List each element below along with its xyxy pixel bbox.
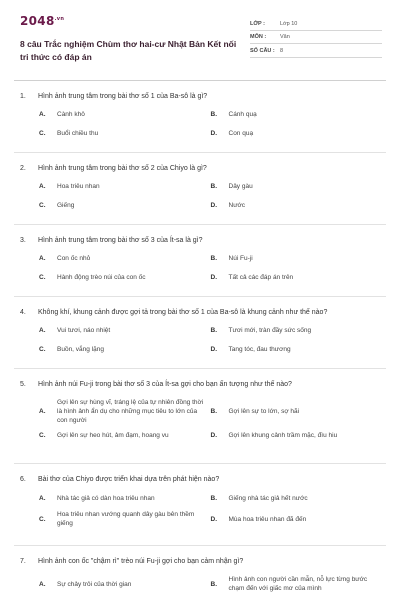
option-letter: D. bbox=[210, 432, 217, 439]
question-item bbox=[14, 369, 386, 464]
question-text bbox=[20, 475, 382, 485]
option-text: Tất cả các đáp án trên bbox=[228, 274, 294, 281]
option-letter: D. bbox=[210, 130, 217, 137]
option-text: Giếng bbox=[57, 202, 75, 209]
option-letter: C. bbox=[39, 130, 46, 137]
option-text: Gợi lên sự to lớn, sợ hãi bbox=[228, 408, 300, 415]
meta-info bbox=[250, 17, 382, 63]
meta-row-grade bbox=[250, 17, 382, 31]
question-stem: Hình ảnh con ốc "chậm rì" trèo núi Fu-ji gợi cho bạn cảm nhận gì? bbox=[38, 558, 244, 565]
option-text: Nước bbox=[228, 202, 246, 209]
question-item bbox=[14, 464, 386, 546]
option-text: Sự chảy trôi của thời gian bbox=[57, 580, 132, 588]
option-d[interactable] bbox=[211, 201, 383, 210]
option-a[interactable] bbox=[39, 575, 211, 593]
option-letter: C. bbox=[39, 432, 46, 439]
option-text: Tang tóc, đau thương bbox=[228, 346, 291, 353]
question-item bbox=[14, 546, 386, 600]
option-letter: A. bbox=[39, 183, 46, 190]
option-text: Con ốc nhỏ bbox=[57, 255, 91, 262]
option-text: Buồn, vắng lặng bbox=[57, 346, 104, 353]
question-number: 4. bbox=[20, 309, 26, 316]
option-text: Gợi lên khung cảnh trầm mặc, đìu hiu bbox=[228, 432, 338, 439]
meta-value: Lớp 10 bbox=[280, 20, 298, 27]
option-letter: D. bbox=[210, 202, 217, 209]
question-item bbox=[14, 153, 386, 225]
option-text: Tươi mới, tràn đầy sức sống bbox=[228, 327, 312, 334]
question-stem: Bài thơ của Chiyo được triển khai dựa trên phát hiện nào? bbox=[38, 476, 220, 483]
option-text: Dây gàu bbox=[228, 183, 253, 190]
option-letter: A. bbox=[39, 327, 46, 334]
meta-value: Văn bbox=[280, 34, 290, 40]
header bbox=[20, 14, 382, 63]
option-text: Gợi lên sự hùng vĩ, tráng lệ của tự nhiên đồng thời là hình ảnh ẩn dụ cho những mục tiêu to lớn của con người bbox=[57, 399, 204, 424]
option-text: Hành động trèo núi của con ốc bbox=[57, 274, 146, 281]
option-text: Vui tươi, náo nhiệt bbox=[57, 327, 111, 334]
logo-text: 2048 bbox=[20, 14, 55, 28]
meta-row-subject bbox=[250, 31, 382, 45]
logo-suffix: .vn bbox=[54, 16, 65, 22]
question-text bbox=[20, 380, 382, 390]
question-number: 5. bbox=[20, 381, 26, 388]
question-number: 2. bbox=[20, 165, 26, 172]
option-letter: B. bbox=[210, 255, 217, 262]
option-b[interactable] bbox=[211, 254, 383, 263]
option-letter: B. bbox=[210, 111, 217, 118]
option-letter: A. bbox=[39, 580, 46, 588]
question-item bbox=[14, 297, 386, 369]
option-letter: A. bbox=[39, 255, 46, 262]
option-letter: A. bbox=[39, 111, 46, 118]
option-text: Gợi lên sự heo hút, ảm đạm, hoang vu bbox=[57, 432, 169, 439]
question-item bbox=[14, 225, 386, 297]
question-text bbox=[20, 164, 382, 174]
option-text: Con quạ bbox=[228, 130, 254, 137]
question-text bbox=[20, 557, 382, 567]
option-text: Giếng nhà tác giả hết nước bbox=[228, 495, 308, 502]
option-letter: B. bbox=[210, 495, 217, 502]
option-a[interactable] bbox=[39, 254, 211, 263]
option-d[interactable] bbox=[211, 510, 383, 528]
question-stem: Hình ảnh trung tâm trong bài thơ số 3 của Ít-sa là gì? bbox=[38, 237, 203, 244]
question-stem: Hình ảnh trung tâm trong bài thơ số 2 của Chiyo là gì? bbox=[38, 165, 207, 172]
site-logo[interactable] bbox=[20, 14, 245, 28]
option-text: Hoa triêu nhan bbox=[57, 183, 100, 190]
option-text: Hình ảnh con người cần mẫn, nỗ lực từng bước chạm đến với giấc mơ của mình bbox=[228, 576, 368, 592]
meta-label: LỚP : bbox=[250, 20, 265, 27]
option-a[interactable] bbox=[39, 326, 211, 335]
option-grid bbox=[20, 494, 382, 528]
option-grid bbox=[20, 110, 382, 138]
option-text: Nhà tác giả có dàn hoa triêu nhan bbox=[57, 495, 155, 502]
option-letter: A. bbox=[39, 495, 46, 502]
option-letter: C. bbox=[39, 515, 46, 523]
option-letter: B. bbox=[210, 183, 217, 190]
option-letter: B. bbox=[210, 408, 217, 415]
option-b[interactable] bbox=[211, 494, 383, 503]
option-text: Mùa hoa triêu nhan đã đến bbox=[228, 515, 307, 523]
option-c[interactable] bbox=[39, 345, 211, 354]
option-letter: D. bbox=[210, 346, 217, 353]
question-number: 3. bbox=[20, 237, 26, 244]
option-c[interactable] bbox=[39, 273, 211, 282]
question-number: 1. bbox=[20, 93, 26, 100]
option-a[interactable] bbox=[39, 110, 211, 119]
option-letter: B. bbox=[210, 580, 217, 588]
option-text: Buổi chiều thu bbox=[57, 130, 99, 137]
meta-label: SỐ CÂU : bbox=[250, 47, 275, 54]
option-letter: C. bbox=[39, 274, 46, 281]
option-d[interactable] bbox=[211, 273, 383, 282]
question-stem: Không khí, khung cảnh được gợi tả trong bài thơ số 1 của Ba-sô là khung cảnh như thế nào? bbox=[38, 309, 328, 316]
option-grid bbox=[20, 398, 382, 440]
question-number: 7. bbox=[20, 558, 26, 565]
option-d[interactable] bbox=[211, 431, 383, 440]
question-stem: Hình ảnh núi Fu-ji trong bài thơ số 3 của Ít-sa gợi cho bạn ấn tượng như thế nào? bbox=[38, 381, 292, 388]
option-a[interactable] bbox=[39, 398, 211, 425]
question-item bbox=[14, 81, 386, 153]
header-left bbox=[20, 14, 245, 63]
option-c[interactable] bbox=[39, 201, 211, 210]
option-letter: C. bbox=[39, 202, 46, 209]
option-grid bbox=[20, 326, 382, 354]
option-text: Hoa triêu nhan vướng quanh dây gàu bên thềm giếng bbox=[57, 511, 195, 527]
option-b[interactable] bbox=[211, 398, 383, 425]
option-c[interactable] bbox=[39, 129, 211, 138]
option-letter: D. bbox=[210, 274, 217, 281]
option-d[interactable] bbox=[211, 345, 383, 354]
question-text bbox=[20, 308, 382, 318]
option-text: Cánh quạ bbox=[228, 111, 257, 118]
question-stem: Hình ảnh trung tâm trong bài thơ số 1 của Ba-sô là gì? bbox=[38, 93, 208, 100]
question-number: 6. bbox=[20, 476, 26, 483]
option-b[interactable] bbox=[211, 182, 383, 191]
meta-label: MÔN : bbox=[250, 34, 267, 40]
question-text bbox=[20, 92, 382, 102]
meta-row-count bbox=[250, 44, 382, 58]
option-grid bbox=[20, 254, 382, 282]
option-letter: D. bbox=[210, 515, 217, 523]
document-title: 8 câu Trắc nghiệm Chùm thơ hai-cư Nhật Bản Kết nối tri thức có đáp án bbox=[20, 39, 237, 62]
option-letter: C. bbox=[39, 346, 46, 353]
option-b[interactable] bbox=[211, 110, 383, 119]
meta-value: 8 bbox=[280, 47, 284, 54]
option-letter: A. bbox=[39, 408, 46, 415]
option-d[interactable] bbox=[211, 129, 383, 138]
option-grid bbox=[20, 182, 382, 210]
option-a[interactable] bbox=[39, 494, 211, 503]
question-list bbox=[20, 81, 382, 600]
option-a[interactable] bbox=[39, 182, 211, 191]
option-grid bbox=[20, 575, 382, 593]
option-c[interactable] bbox=[39, 431, 211, 440]
option-text: Cành khô bbox=[57, 111, 85, 118]
option-text: Núi Fu-ji bbox=[228, 255, 253, 262]
question-text bbox=[20, 236, 382, 246]
option-c[interactable] bbox=[39, 510, 211, 528]
option-b[interactable] bbox=[211, 326, 383, 335]
option-b[interactable] bbox=[211, 575, 383, 593]
option-letter: B. bbox=[210, 327, 217, 334]
